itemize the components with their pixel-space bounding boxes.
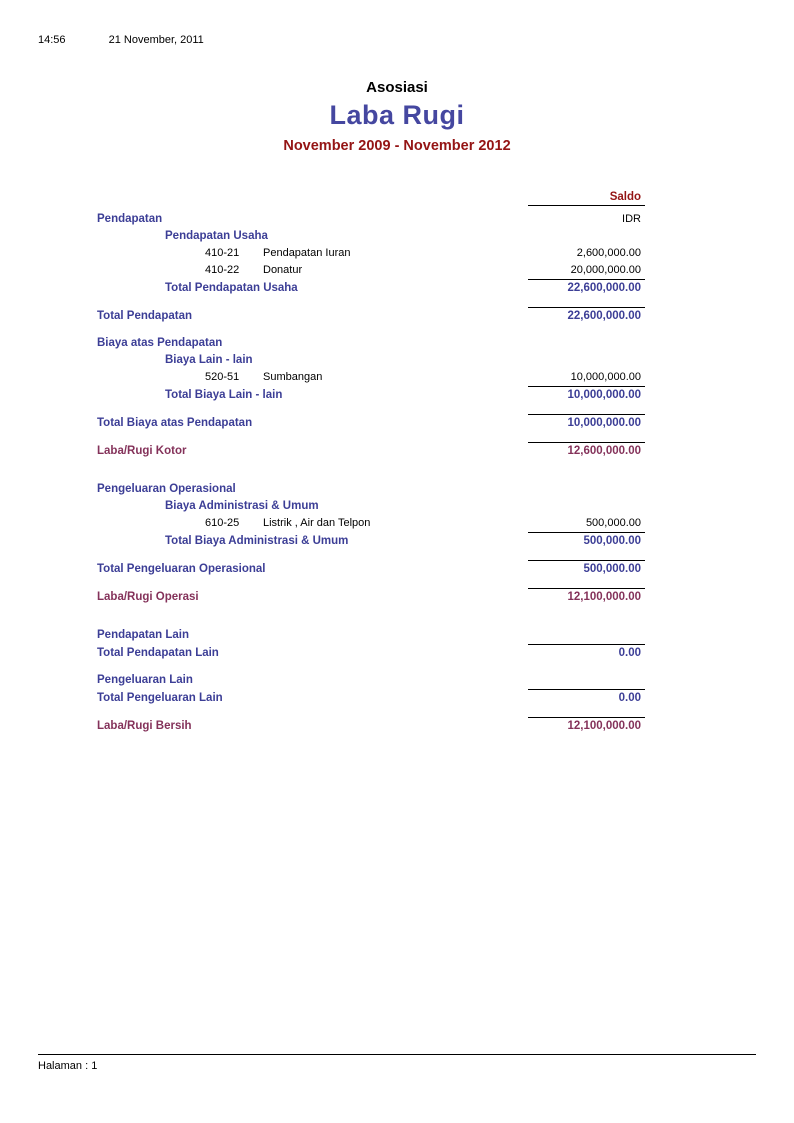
row-value: 22,600,000.00: [528, 279, 645, 297]
row-label: Pendapatan: [97, 213, 163, 225]
row-label: Total Biaya Administrasi & Umum: [165, 534, 349, 547]
report-row-subtotal: [97, 279, 645, 297]
row-label: Pendapatan Usaha: [165, 230, 268, 242]
report-row-total: [97, 689, 645, 707]
row-label: Laba/Rugi Operasi: [97, 590, 199, 603]
row-value: 500,000.00: [528, 560, 645, 578]
report-row-subtotal: [97, 386, 645, 404]
account-name: Pendapatan Iuran: [263, 247, 351, 259]
report-row-account: [97, 515, 645, 532]
row-label: Total Pendapatan Lain: [97, 646, 219, 659]
account-name: Sumbangan: [263, 371, 323, 383]
row-label: Total Pendapatan Usaha: [165, 281, 298, 294]
account-code: 410-22: [205, 264, 240, 276]
row-label: Total Pengeluaran Operasional: [97, 562, 266, 575]
report-row-section: [97, 672, 645, 689]
row-value: 10,000,000.00: [528, 386, 645, 404]
page-footer: [38, 1054, 756, 1072]
row-value: 22,600,000.00: [528, 307, 645, 325]
row-value: 12,600,000.00: [528, 442, 645, 460]
report-row-subtotal: [97, 532, 645, 550]
row-label: Total Biaya Lain - lain: [165, 388, 283, 401]
row-value: 500,000.00: [585, 517, 641, 529]
account-name: Donatur: [263, 264, 303, 276]
report-row-result: [97, 442, 645, 460]
saldo-column-header: Saldo: [528, 190, 645, 206]
account-code: 410-21: [205, 247, 240, 259]
account-name: Listrik , Air dan Telpon: [263, 517, 371, 529]
row-label: Biaya atas Pendapatan: [97, 337, 223, 349]
account-code: 520-51: [205, 371, 240, 383]
row-label: Biaya Administrasi & Umum: [165, 500, 319, 512]
report-row-section: [97, 498, 645, 515]
row-value: 2,600,000.00: [576, 247, 641, 259]
report-row-section: [97, 335, 645, 352]
company-name: Asosiasi: [366, 79, 428, 96]
report-row-result: [97, 588, 645, 606]
page-meta: [38, 34, 204, 46]
row-label: Total Pendapatan: [97, 309, 192, 322]
report-row-section: [97, 481, 645, 498]
page-number-label: Halaman : 1: [38, 1060, 98, 1072]
row-label: Biaya Lain - lain: [165, 354, 253, 366]
row-value: 0.00: [528, 644, 645, 662]
report-body: [97, 190, 645, 735]
print-date-label: 21 November, 2011: [108, 34, 204, 46]
row-value: 500,000.00: [528, 532, 645, 550]
row-label: Total Pengeluaran Lain: [97, 691, 223, 704]
row-label: Total Biaya atas Pendapatan: [97, 416, 253, 429]
row-label: Pengeluaran Operasional: [97, 483, 236, 495]
row-value: 12,100,000.00: [528, 717, 645, 735]
row-value: 20,000,000.00: [570, 264, 641, 276]
report-title: Laba Rugi: [329, 100, 465, 130]
report-row-account: [97, 262, 645, 279]
currency-label: IDR: [622, 213, 641, 225]
row-value: 10,000,000.00: [528, 414, 645, 432]
row-value: 10,000,000.00: [570, 371, 641, 383]
account-code: 610-25: [205, 517, 240, 529]
report-row-section: [97, 211, 645, 228]
row-value: 0.00: [528, 689, 645, 707]
column-header-row: [97, 190, 645, 206]
report-row-total: [97, 414, 645, 432]
row-label: Pendapatan Lain: [97, 629, 190, 641]
report-row-section: [97, 352, 645, 369]
report-row-total: [97, 644, 645, 662]
report-row-section: [97, 627, 645, 644]
report-period: November 2009 - November 2012: [283, 138, 511, 154]
row-value: 12,100,000.00: [528, 588, 645, 606]
report-row-section: [97, 228, 645, 245]
report-row-result: [97, 717, 645, 735]
report-row-account: [97, 245, 645, 262]
row-label: Laba/Rugi Bersih: [97, 719, 192, 732]
print-time-label: 14:56: [38, 34, 66, 46]
report-row-account: [97, 369, 645, 386]
row-label: Laba/Rugi Kotor: [97, 444, 187, 457]
report-row-total: [97, 307, 645, 325]
row-label: Pengeluaran Lain: [97, 674, 193, 686]
report-row-total: [97, 560, 645, 578]
